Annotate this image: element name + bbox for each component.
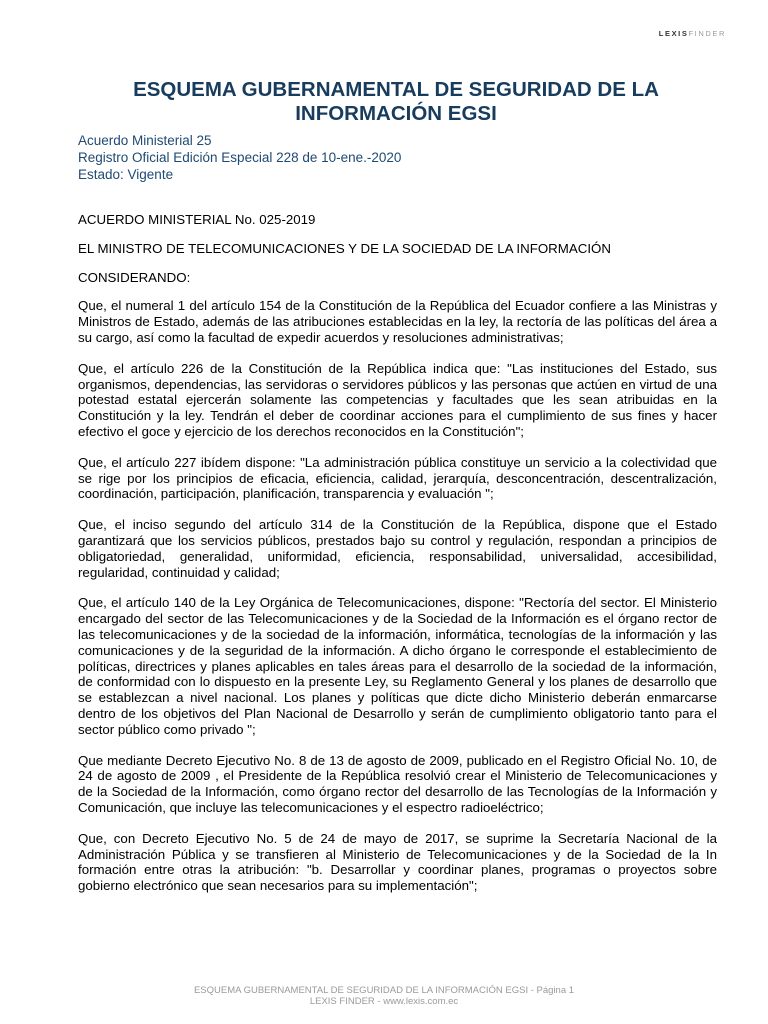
paragraph-articulo-140: Que, el artículo 140 de la Ley Orgánica de Telecomunicaciones, dispone: "Rectoría del sector. El Ministerio encargado del sector de las Telecomunicaciones y de la Sociedad de la Información es el órgano rector de las telecomunicaciones y de la sociedad de la información, informática, tecnologías de la información y las comunicaciones y de la seguridad de la información. A dicho órgano le corresponde el establecimiento de políticas, directrices y planes aplicables en tales áreas para el desarrollo de la sociedad de la información, de conformidad con lo dispuesto en la presente Ley, su Reglamento General y los planes de desarrollo que se establezcan a nivel nacional. Los planes y políticas que dicte dicho Ministerio deberán enmarcarse dentro de los objetivos del Plan Nacional de Desarrollo y serán de cumplimiento obligatorio tanto para el sector público como privado "; [78, 595, 717, 737]
meta-estado: Estado: Vigente [78, 167, 174, 182]
meta-acuerdo: Acuerdo Ministerial 25 [78, 133, 212, 148]
footer-site: LEXIS FINDER - www.lexis.com.ec [309, 996, 459, 1007]
document-body [78, 212, 717, 909]
brand-logo [659, 29, 726, 38]
brand-logo-light: FINDER [688, 29, 726, 38]
paragraph-articulo-154: Que, el numeral 1 del artículo 154 de la Constitución de la República del Ecuador confiere a las Ministras y Ministros de Estado, además de las atribuciones establecidas en la ley, la rectoría de las políticas del área a su cargo, así como la facultad de expedir acuerdos y resoluciones administrativas; [78, 298, 717, 345]
page-footer [0, 985, 768, 1007]
meta-registro: Registro Oficial Edición Especial 228 de 10-ene.-2020 [78, 150, 402, 165]
considerando-heading: CONSIDERANDO: [78, 269, 191, 285]
document-meta [78, 132, 401, 183]
document-title: ESQUEMA GUBERNAMENTAL DE SEGURIDAD DE LA INFORMACIÓN EGSI [133, 78, 659, 125]
paragraph-articulo-227: Que, el artículo 227 ibídem dispone: "La administración pública constituye un servicio a la colectividad que se rige por los principios de eficacia, eficiencia, calidad, jerarquía, desconcentración, descentralización, coordinación, participación, planificación, transparencia y evaluación "; [78, 454, 717, 502]
acuerdo-number: ACUERDO MINISTERIAL No. 025-2019 [78, 212, 316, 227]
paragraph-decreto-5: Que, con Decreto Ejecutivo No. 5 de 24 de mayo de 2017, se suprime la Secretaría Nacional de la Administración Pública y se transfieren al Ministerio de Telecomunicaciones y de la Sociedad de la In formación entre otras la atribución: "b. Desarrollar y coordinar planes, programas o proyectos sobre gobierno electrónico que sean necesarios para su implementación"; [78, 830, 717, 894]
ministro-heading: EL MINISTRO DE TELECOMUNICACIONES Y DE LA SOCIEDAD DE LA INFORMACIÓN [78, 240, 611, 256]
paragraph-decreto-8: Que mediante Decreto Ejecutivo No. 8 de 13 de agosto de 2009, publicado en el Registro Oficial No. 10, de 24 de agosto de 2009 , el Presidente de la República resolvió crear el Ministerio de Telecomunicaciones y de la Sociedad de la Información, como órgano rector del desarrollo de las Tecnologías de la Información y Comunicación, que incluye las telecomunicaciones y el espectro radioeléctrico; [78, 752, 717, 815]
paragraph-articulo-314: Que, el inciso segundo del artículo 314 de la Constitución de la República, dispone que el Estado garantizará que los servicios públicos, prestados bajo su control y regulación, respondan a principios de obligatoriedad, generalidad, uniformidad, eficiencia, responsabilidad, universalidad, accesibilidad, regularidad, continuidad y calidad; [78, 517, 717, 580]
footer-title: ESQUEMA GUBERNAMENTAL DE SEGURIDAD DE LA INFORMACIÓN EGSI - Página 1 [193, 985, 575, 996]
brand-logo-strong: LEXIS [658, 29, 689, 38]
paragraph-articulo-226: Que, el artículo 226 de la Constitución de la República indica que: "Las instituciones del Estado, sus organismos, dependencias, las servidoras o servidores públicos y las personas que actúen en virtud de una potestad estatal ejercerán solamente las competencias y facultades que les sean atribuidas en la Constitución y la ley. Tendrán el deber de coordinar acciones para el cumplimiento de sus fines y hacer efectivo el goce y ejercicio de los derechos reconocidos en la Constitución"; [78, 360, 717, 439]
